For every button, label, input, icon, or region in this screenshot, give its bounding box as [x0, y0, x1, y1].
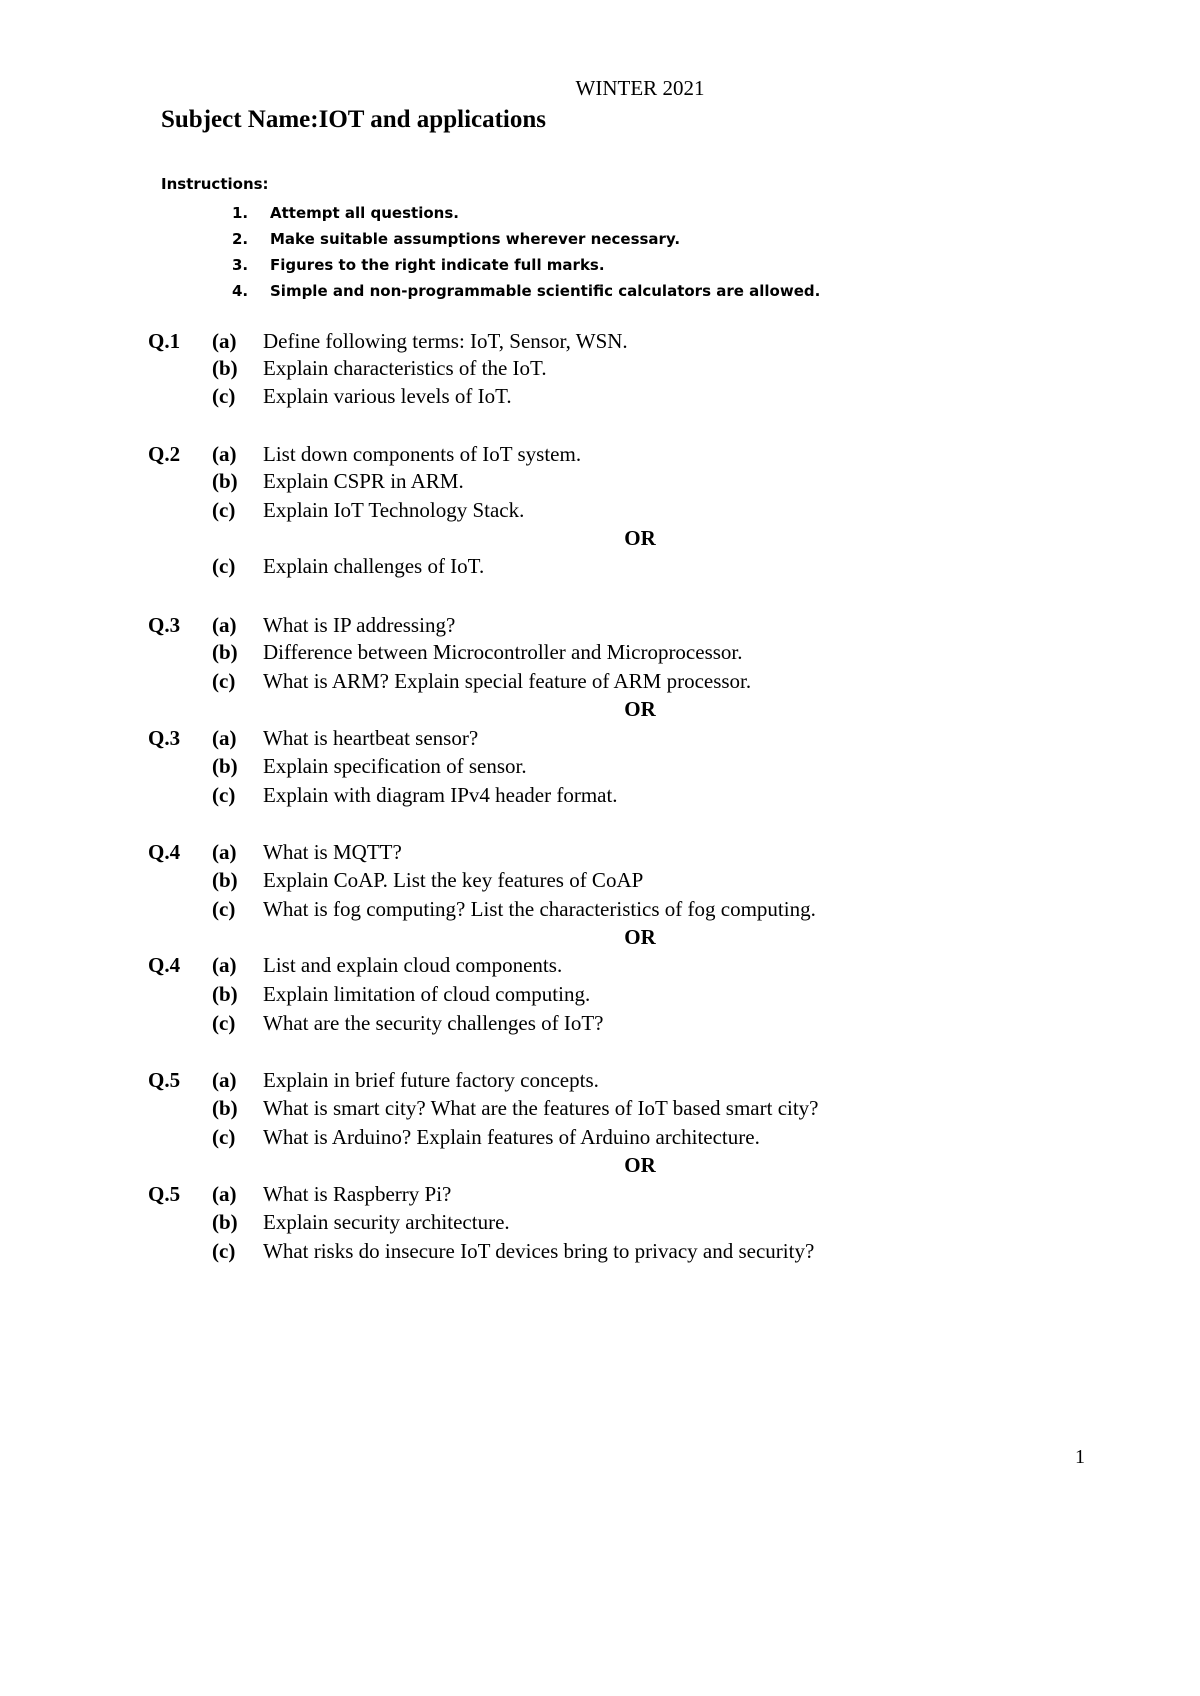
instruction-number: 4. [232, 282, 249, 300]
part-label: (c) [212, 1125, 236, 1149]
part-label: (b) [212, 640, 238, 664]
question-text: What is smart city? What are the features of IoT based smart city? [263, 1096, 819, 1120]
part-label: (a) [212, 726, 237, 750]
question-text: What is fog computing? List the characteristics of fog computing. [263, 897, 816, 921]
part-label: (c) [212, 498, 236, 522]
part-label: (c) [212, 1239, 236, 1263]
part-label: (b) [212, 754, 238, 778]
question-number: Q.3 [148, 613, 181, 637]
question-text: What is MQTT? [263, 840, 402, 864]
question-text: What is Raspberry Pi? [263, 1182, 452, 1206]
or-separator: OR [624, 697, 656, 721]
part-label: (b) [212, 356, 238, 380]
question-text: Explain specification of sensor. [263, 754, 527, 778]
instructions-list [232, 200, 820, 304]
part-label: (c) [212, 384, 236, 408]
question-text: Explain characteristics of the IoT. [263, 356, 547, 380]
part-label: (a) [212, 1182, 237, 1206]
part-label: (b) [212, 1210, 238, 1234]
part-label: (a) [212, 329, 237, 353]
question-text: Explain in brief future factory concepts. [263, 1068, 599, 1092]
instruction-item [232, 252, 820, 278]
or-separator: OR [624, 925, 656, 949]
instruction-number: 1. [232, 204, 249, 222]
part-label: (b) [212, 1096, 238, 1120]
question-text: What is heartbeat sensor? [263, 726, 479, 750]
part-label: (b) [212, 982, 238, 1006]
question-text: What is IP addressing? [263, 613, 456, 637]
part-label: (a) [212, 953, 237, 977]
part-label: (b) [212, 868, 238, 892]
question-text: Explain with diagram IPv4 header format. [263, 783, 618, 807]
instruction-text: Make suitable assumptions wherever necessary. [270, 230, 681, 248]
question-text: Explain challenges of IoT. [263, 554, 485, 578]
question-text: Explain various levels of IoT. [263, 384, 512, 408]
exam-session: WINTER 2021 [575, 76, 705, 100]
question-text: Explain IoT Technology Stack. [263, 498, 525, 522]
part-label: (a) [212, 840, 237, 864]
instruction-text: Attempt all questions. [270, 204, 459, 222]
instruction-text: Simple and non-programmable scientific calculators are allowed. [270, 282, 821, 300]
question-number: Q.3 [148, 726, 181, 750]
instruction-item [232, 278, 820, 304]
question-number: Q.4 [148, 840, 181, 864]
question-text: Explain limitation of cloud computing. [263, 982, 591, 1006]
question-text: What is ARM? Explain special feature of ARM processor. [263, 669, 752, 693]
question-number: Q.2 [148, 442, 181, 466]
subject-title: Subject Name:IOT and applications [161, 106, 547, 133]
question-number: Q.5 [148, 1068, 181, 1092]
part-label: (a) [212, 613, 237, 637]
question-number: Q.5 [148, 1182, 181, 1206]
question-number: Q.1 [148, 329, 181, 353]
part-label: (a) [212, 442, 237, 466]
or-separator: OR [624, 526, 656, 550]
question-text: Explain CoAP. List the key features of CoAP [263, 868, 644, 892]
instructions-heading: Instructions: [161, 175, 269, 193]
part-label: (c) [212, 554, 236, 578]
part-label: (c) [212, 783, 236, 807]
instruction-text: Figures to the right indicate full marks. [270, 256, 605, 274]
question-number: Q.4 [148, 953, 181, 977]
question-text: What is Arduino? Explain features of Arduino architecture. [263, 1125, 760, 1149]
question-text: Explain security architecture. [263, 1210, 510, 1234]
part-label: (c) [212, 897, 236, 921]
question-text: Explain CSPR in ARM. [263, 469, 464, 493]
page-number: 1 [1075, 1446, 1085, 1468]
question-text: Define following terms: IoT, Sensor, WSN. [263, 329, 628, 353]
or-separator: OR [624, 1153, 656, 1177]
question-text: List and explain cloud components. [263, 953, 563, 977]
instruction-number: 3. [232, 256, 249, 274]
instruction-item [232, 200, 820, 226]
question-text: Difference between Microcontroller and Microprocessor. [263, 640, 743, 664]
part-label: (c) [212, 1011, 236, 1035]
part-label: (b) [212, 469, 238, 493]
instruction-item [232, 226, 820, 252]
question-text: What are the security challenges of IoT? [263, 1011, 604, 1035]
part-label: (c) [212, 669, 236, 693]
question-text: List down components of IoT system. [263, 442, 582, 466]
question-text: What risks do insecure IoT devices bring to privacy and security? [263, 1239, 815, 1263]
part-label: (a) [212, 1068, 237, 1092]
instruction-number: 2. [232, 230, 249, 248]
